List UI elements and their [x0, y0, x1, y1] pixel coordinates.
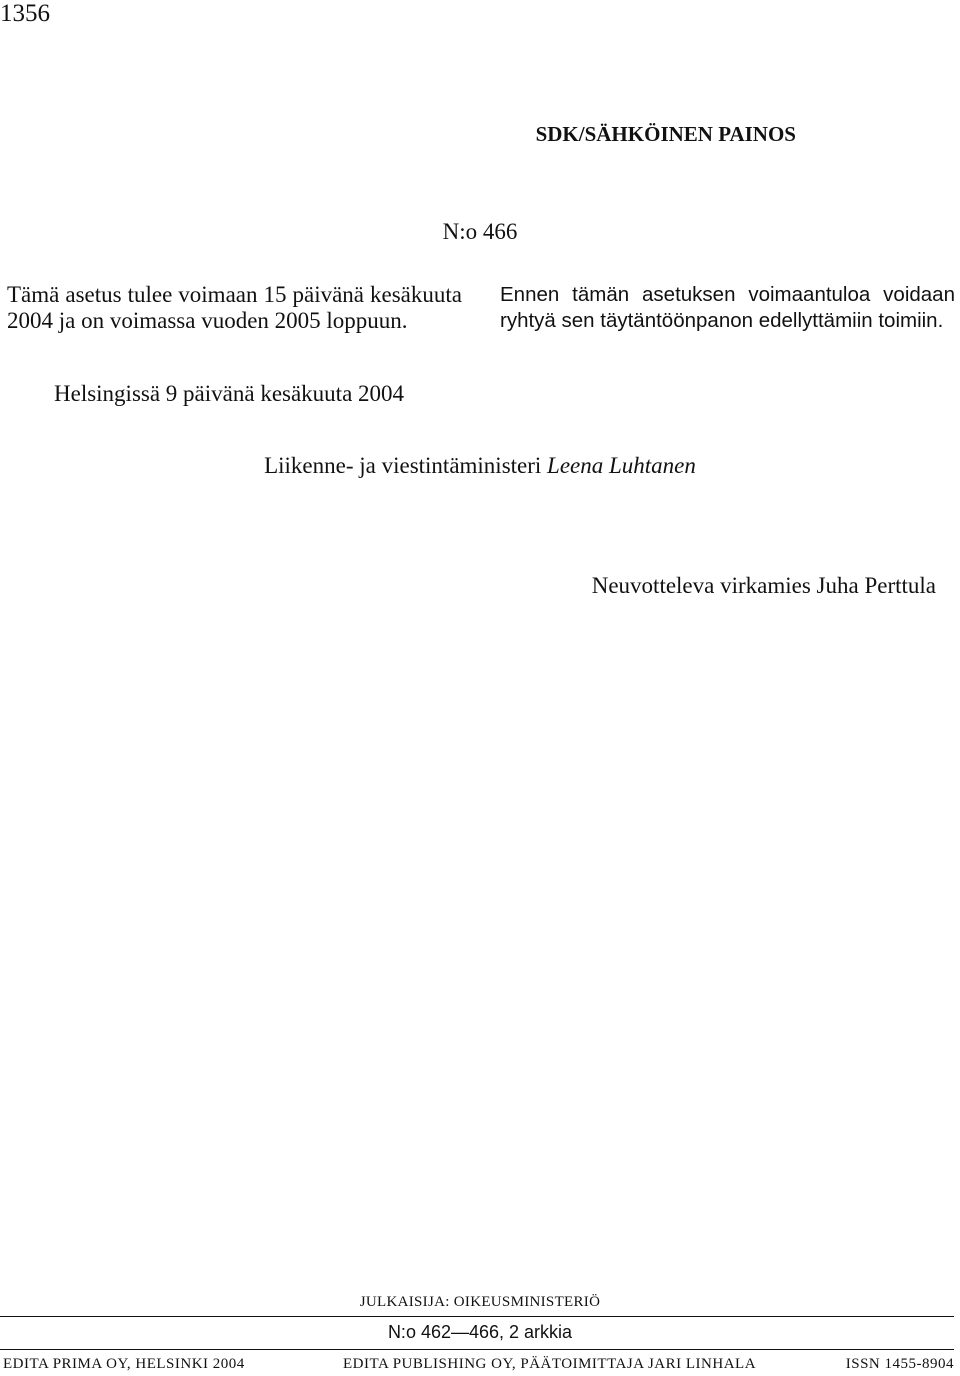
page-number: 1356	[0, 0, 50, 27]
issue-info: N:o 462—466, 2 arkkia	[387, 1322, 573, 1342]
footer-rule-top	[0, 1316, 954, 1317]
date-line: Helsingissä 9 päivänä kesäkuuta 2004	[54, 381, 405, 406]
footer-rule-bottom	[0, 1349, 954, 1350]
left-column	[7, 282, 462, 334]
preparatory-measures-paragraph: Ennen tämän asetuksen voimaantuloa voidaan ryhtyä sen täytäntöönpanon edellyttämiin toimiin.	[500, 283, 955, 332]
edition-heading: SDK/SÄHKÖINEN PAINOS	[535, 122, 796, 146]
issn-info: ISSN 1455-8904	[845, 1356, 954, 1372]
minister-name: Leena Luhtanen	[547, 453, 696, 478]
statute-number: N:o 466	[442, 219, 518, 244]
printer-info: EDITA PRIMA OY, HELSINKI 2004	[3, 1356, 245, 1372]
official-signature: Neuvotteleva virkamies Juha Perttula	[591, 573, 936, 598]
minister-signature	[0, 452, 960, 480]
publishing-info: EDITA PUBLISHING OY, PÄÄTOIMITTAJA JARI LINHALA	[343, 1356, 757, 1372]
right-column	[500, 282, 955, 334]
publisher-line: JULKAISIJA: OIKEUSMINISTERIÖ	[359, 1294, 601, 1310]
entry-into-force-paragraph: Tämä asetus tulee voimaan 15 päivänä kesäkuuta 2004 ja on voimassa vuoden 2005 loppuun.	[7, 282, 462, 333]
minister-title: Liikenne- ja viestintäministeri	[264, 453, 542, 478]
